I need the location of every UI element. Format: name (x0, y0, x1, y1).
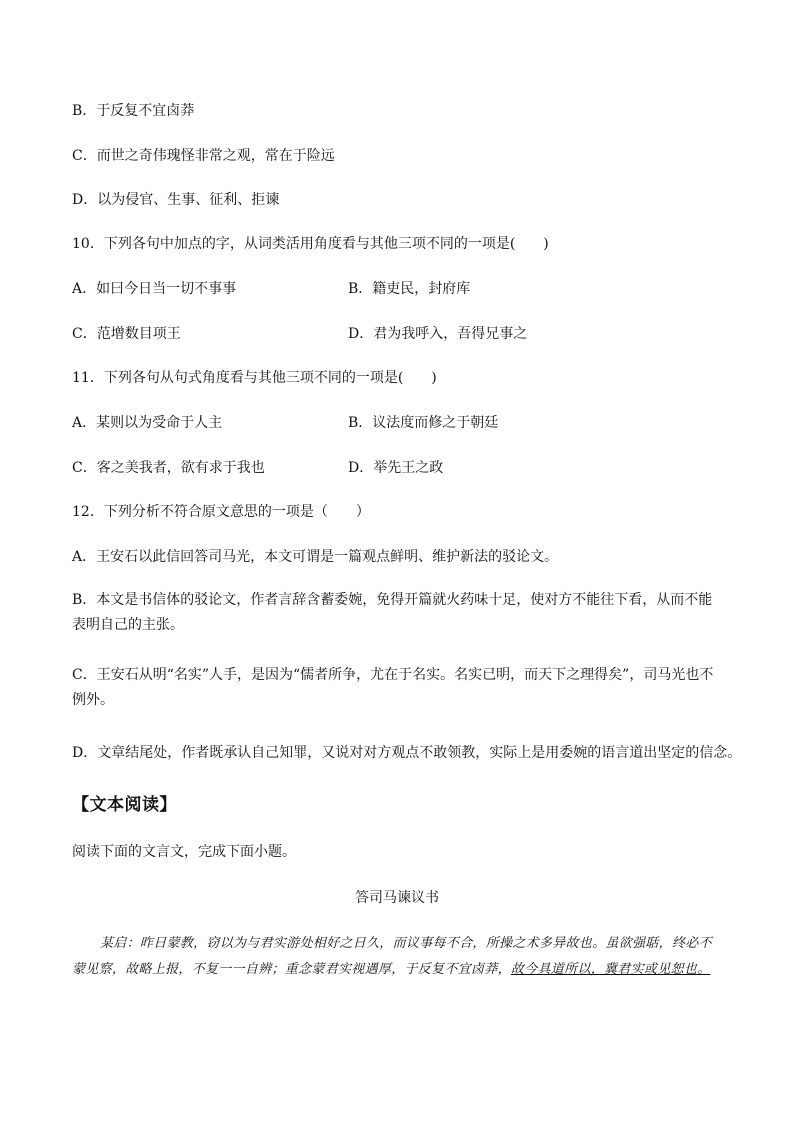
q9-option-b: B．于反复不宜卤莽 (72, 103, 195, 119)
q12-option-d: D．文章结尾处，作者既承认自己知罪，又说对对方观点不敢领教，实际上是用委婉的语言道出坚定的信念。 (72, 745, 742, 761)
q10-option-a: A．如曰今日当一切不事事 (72, 281, 237, 297)
q11-options-row1 (72, 416, 722, 430)
q11-option-b: B．议法度而修之于朝廷 (348, 415, 499, 431)
q11-option-d: D．举先王之政 (348, 460, 444, 476)
q10-option-c: C．范增数目项王 (72, 326, 181, 342)
q12-option-b: B．本文是书信体的驳论文，作者言辞含蓄委婉，免得开篇就火药味十足，使对方不能往下看，从而不能表明自己的主张。 (72, 592, 713, 633)
q10-options-row2 (72, 327, 722, 341)
q10-option-b: B．籍吏民，封府库 (348, 281, 471, 297)
q11-options-row2 (72, 461, 722, 475)
q10-stem: 10．下列各句中加点的字，从词类活用角度看与其他三项不同的一项是( ) (72, 236, 549, 252)
passage-title: 答司马谏议书 (355, 890, 439, 906)
q11-option-c: C．客之美我者，欲有求于我也 (72, 460, 265, 476)
q12-stem: 12．下列分析不符合原文意思的一项是（ ） (72, 504, 370, 520)
q10-options-row1 (72, 282, 722, 296)
q9-option-c: C．而世之奇伟瑰怪非常之观，常在于险远 (72, 148, 335, 164)
q11-option-a: A．某则以为受命于人主 (72, 415, 223, 431)
q12-option-a: A．王安石以此信回答司马光，本文可谓是一篇观点鲜明、维护新法的驳论文。 (72, 549, 559, 565)
q12-option-c: C．王安石从明“名实”人手，是因为“儒者所争，尤在于名实。名实已明，而天下之理得矣”，司马光也不例外。 (72, 667, 714, 708)
q10-option-d: D．君为我呼入，吾得兄事之 (348, 326, 528, 342)
reading-instruction: 阅读下面的文言文，完成下面小题。 (72, 844, 296, 860)
passage-body (72, 931, 722, 983)
q9-option-d: D．以为侵官、生事、征利、拒谏 (72, 192, 280, 208)
passage-underlined-text: 故今具道所以，冀君实或见恕也。 (510, 962, 711, 977)
q11-stem: 11．下列各句从句式角度看与其他三项不同的一项是( ) (72, 370, 437, 386)
section-heading: 【文本阅读】 (72, 795, 177, 815)
passage-text: 某启：昨日蒙教，窃以为与君实游处相好之日久，而议事每不合，所操之术多异故也。虽欲强聒，终必不蒙见察，故略上报，不复一一自辨；重念蒙君实视遇厚，于反复不宜卤莽， (72, 936, 712, 977)
